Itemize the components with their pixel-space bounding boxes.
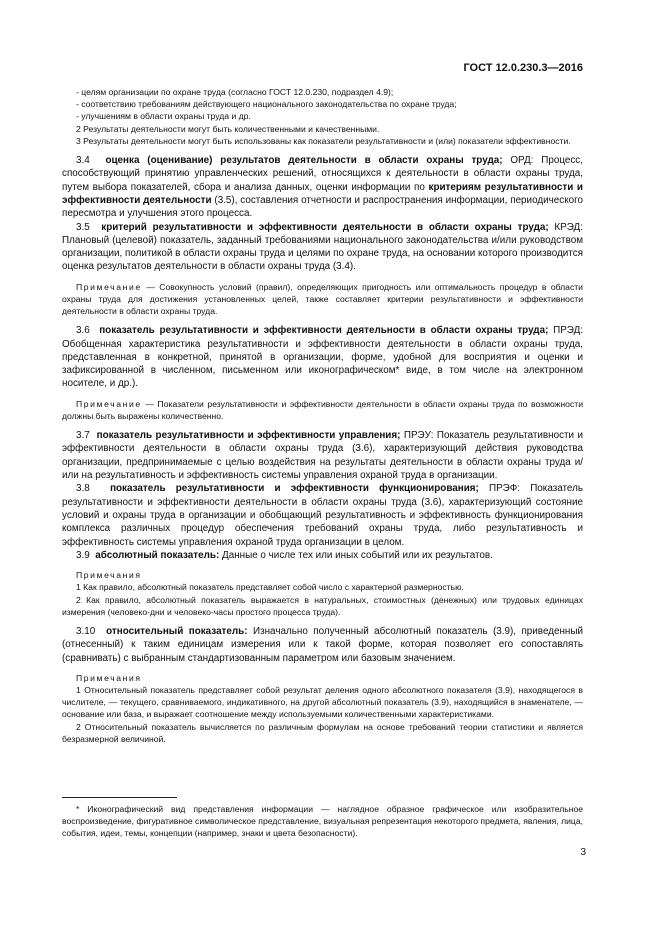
term-number: 3.8 <box>76 483 90 495</box>
document-header: ГОСТ 12.0.230.3—2016 <box>463 62 583 74</box>
term-title: критерий результативности и эффективности деятельности в области охраны труда; <box>101 221 549 233</box>
note-label: Примечание <box>76 398 142 409</box>
document-body <box>62 86 583 745</box>
term-title: оценка (оценивание) результатов деятельности в области охраны труда; <box>105 155 503 167</box>
term-3-4 <box>62 154 583 220</box>
list-item: - соответствию требованиям действующего национального законодательства по охране труда; <box>76 99 457 110</box>
term-number: 3.10 <box>76 625 96 637</box>
note-text: — Показатели результативности и эффективности деятельности в области охраны труда по возможности должны быть выражены количественно. <box>62 398 583 421</box>
note-item: 1 Как правило, абсолютный показатель представляет собой число с характерной размерностью. <box>76 582 464 593</box>
term-definition: ПРЭУ: Показатель результативности и эффективности деятельности в области охраны труда (3.6), характеризующий действия руководства организации, предпринимаемые с целью воздействия на результаты деятельности в области охраны труда и/или на результативность и эффективность системы управления охраной труда в организации. <box>62 430 583 482</box>
note-2 <box>62 398 583 422</box>
page-number: 3 <box>580 847 586 858</box>
list-item: - целям организации по охране труда (согласно ГОСТ 12.0.230, подраздел 4.9); <box>76 87 394 97</box>
term-number: 3.6 <box>76 325 90 337</box>
term-3-9 <box>62 549 583 562</box>
footnote-text: * Иконографический вид представления информации — наглядное образное графическое или изобразительное воспроизведение, фигуративное символическое представление, визуальная репрезентация некоторого предмета, явления, лица, события, идеи, темы, концепции (например, знаки и цвета безопасности). <box>62 804 583 839</box>
term-title: показатель результативности и эффективности деятельности в области охраны труда; <box>99 325 549 337</box>
note-text: — Совокупность условий (правил), определяющих пригодность или оптимальность процедур в области охраны труда для достижения установленных целей, также составляет критерии результативности и эффективности деятельности в области охраны труда. <box>62 281 583 317</box>
note-item: 3 Результаты деятельности могут быть использованы как показатели результативности и (или) показатели эффективности. <box>76 135 571 146</box>
term-title: показатель результативности и эффективности функционирования; <box>110 483 479 495</box>
notes-3 <box>62 569 583 618</box>
term-definition: ОРД: Процесс, способствующий принятию управленческих решений, относящихся к деятельности в области охраны труда, путем выбора показателей, сбора и анализа данных, оценки информации по <box>62 155 583 193</box>
note-label: Примечание <box>76 281 142 292</box>
term-number: 3.4 <box>76 155 90 167</box>
term-title: показатель результативности и эффективности управления; <box>96 430 401 442</box>
notes-label: Примечания <box>76 570 142 581</box>
term-3-7 <box>62 429 583 482</box>
footnote <box>62 803 583 840</box>
term-3-8 <box>62 482 583 548</box>
term-3-10 <box>62 625 583 665</box>
note-item: 2 Относительный показатель вычисляется по различным формулам на основе требований теории статистики и является безразмерной величиной. <box>62 721 583 744</box>
intro-list <box>62 86 583 147</box>
term-definition-cont: (3.5), составления отчетности и распространения информации, периодического пересмотра и улучшения этого процесса. <box>62 194 583 220</box>
term-title: абсолютный показатель: <box>95 549 220 561</box>
term-definition: КРЭД: Плановый (целевой) показатель, заданный требованиями национального законодательства и/или руководством организации, политикой в области охраны труда и целями по охране труда, на основании которого производится оценка результатов деятельности в области охраны труда (3.4). <box>62 221 583 273</box>
term-definition: Изначально полученный абсолютный показатель (3.9), приведенный (отнесенный) к таким единицам измерения или к такой форме, которая позволяет его сопоставлять (сравнивать) с выбранным стандартизованным параметром или базовым значением. <box>62 625 583 664</box>
note-item: 2 Результаты деятельности могут быть количественными и качественными. <box>76 123 380 134</box>
notes-label: Примечания <box>76 672 142 683</box>
term-definition: Данные о числе тех или иных событий или их результатов. <box>219 549 493 561</box>
term-definition: ПРЭФ: Показатель результативности и эффективности деятельности в области охраны труда (3.6), характеризующий состояние условий и охраны труда в организации и обобщающий результативность и эффективность функционирования комплекса различных процедур обеспечения требований охраны труда, либо результативность и эффективность системы управления охраной труда организации в целом. <box>62 483 583 548</box>
list-item: - улучшениям в области охраны труда и др. <box>76 111 251 122</box>
notes-4 <box>62 672 583 745</box>
term-number: 3.7 <box>76 430 90 442</box>
term-3-5 <box>62 221 583 274</box>
note-item: 1 Относительный показатель представляет собой результат деления одного абсолютного показателя (3.9), находящегося в числителе, — текущего, сравниваемого, индикативного, на другой абсолютный показатель (3.9), находящийся в знаменателе, — основание или база, и выражает соотношение между используемыми количественными характеристиками. <box>62 685 583 720</box>
term-number: 3.9 <box>76 549 90 561</box>
term-definition: ПРЭД: Обобщенная характеристика результативности и эффективности деятельности в области охраны труда, представленная в конкретной, принятой в организации, форме, удобной для восприятия и оценки и зафиксированной в численном, письменном или иконографическом* виде, в том числе на электронном носителе, и др.). <box>62 325 583 390</box>
term-3-6 <box>62 324 583 390</box>
note-1 <box>62 281 583 318</box>
footnote-divider <box>62 797 177 798</box>
note-item: 2 Как правило, абсолютный показатель выражается в натуральных, стоимостных (денежных) или трудовых единицах измерения (человеко-дни и человеко-часы простого процесса труда). <box>62 594 583 617</box>
term-title: относительный показатель: <box>106 625 248 637</box>
term-reference: критериям результативности и эффективности деятельности <box>62 181 583 206</box>
term-number: 3.5 <box>76 221 90 233</box>
